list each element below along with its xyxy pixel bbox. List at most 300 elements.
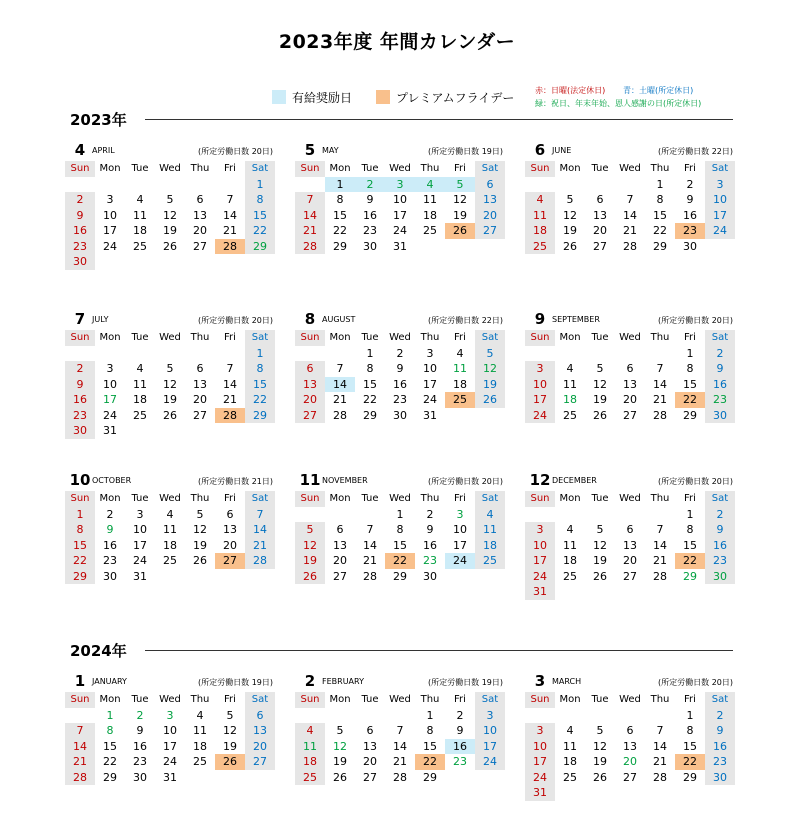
month-name: MARCH	[552, 677, 582, 686]
day-cell: 5	[166, 193, 174, 206]
weekday-fri: Fri	[684, 493, 696, 504]
day-cell: 13	[475, 192, 505, 208]
day-cell: 26	[475, 392, 505, 408]
empty-cell	[415, 239, 445, 255]
empty-cell	[155, 254, 185, 270]
day-cell: 21	[653, 755, 667, 768]
day-cell: 20	[363, 755, 377, 768]
day-cell: 18	[163, 538, 177, 552]
empty-cell	[215, 177, 245, 193]
day-cell: 16	[705, 739, 735, 755]
day-cell: 3	[385, 177, 415, 193]
empty-cell	[125, 177, 155, 193]
empty-cell	[125, 346, 155, 362]
working-days: (所定労働日数 19日)	[428, 147, 503, 156]
day-cell: 2	[106, 507, 114, 521]
day-cell: 16	[423, 538, 437, 552]
day-cell: 27	[623, 770, 637, 784]
month-name: OCTOBER	[92, 476, 132, 485]
day-cell: 23	[705, 754, 735, 770]
day-cell: 29	[683, 408, 697, 422]
day-cell: 25	[423, 224, 437, 237]
day-cell: 8	[656, 193, 664, 206]
weekday-wed: Wed	[619, 694, 641, 705]
month-days-grid	[65, 330, 275, 439]
day-cell: 7	[295, 192, 325, 208]
day-cell: 5	[336, 724, 344, 737]
empty-cell	[585, 507, 615, 523]
day-cell: 29	[653, 239, 667, 253]
day-cell: 3	[705, 177, 735, 193]
day-cell: 8	[65, 522, 95, 538]
day-cell: 16	[65, 392, 95, 408]
day-cell: 21	[295, 223, 325, 239]
day-cell: 2	[65, 192, 95, 208]
day-cell: 11	[563, 377, 577, 391]
day-cell: 27	[593, 239, 607, 253]
weekday-fri: Fri	[684, 332, 696, 343]
empty-cell	[65, 708, 95, 724]
day-cell: 12	[593, 377, 607, 391]
day-cell: 14	[393, 739, 407, 753]
day-cell: 20	[193, 224, 207, 237]
day-cell: 4	[566, 724, 574, 737]
weekday-wed: Wed	[389, 493, 411, 504]
day-cell: 6	[336, 523, 344, 536]
day-cell: 23	[393, 393, 407, 406]
month-days-grid	[525, 692, 735, 801]
day-cell: 29	[65, 569, 95, 585]
year-divider-2024	[145, 650, 733, 651]
weekday-wed: Wed	[389, 694, 411, 705]
day-cell: 21	[393, 755, 407, 768]
weekday-thu: Thu	[650, 163, 670, 174]
weekday-sun: Sun	[525, 692, 555, 708]
day-cell: 30	[683, 239, 697, 253]
day-cell: 14	[295, 208, 325, 224]
day-cell: 29	[245, 408, 275, 424]
weekday-sun: Sun	[65, 491, 95, 507]
weekday-tue: Tue	[361, 493, 379, 504]
empty-cell	[185, 569, 215, 585]
day-cell: 2	[705, 346, 735, 362]
weekday-wed: Wed	[159, 493, 181, 504]
day-cell: 12	[333, 739, 347, 753]
day-cell: 27	[333, 569, 347, 583]
day-cell: 31	[103, 424, 117, 437]
empty-cell	[185, 770, 215, 786]
empty-cell	[645, 346, 675, 362]
empty-cell	[615, 584, 645, 600]
day-cell: 31	[525, 584, 555, 600]
weekday-sun: Sun	[295, 491, 325, 507]
empty-cell	[705, 584, 735, 600]
weekday-tue: Tue	[591, 694, 609, 705]
working-days: (所定労働日数 22日)	[658, 147, 733, 156]
weekday-fri: Fri	[684, 163, 696, 174]
day-cell: 1	[245, 346, 275, 362]
empty-cell	[95, 254, 125, 270]
empty-cell	[585, 584, 615, 600]
day-cell: 24	[103, 408, 117, 422]
empty-cell	[295, 346, 325, 362]
day-cell: 4	[415, 177, 445, 193]
day-cell: 21	[623, 224, 637, 237]
day-cell: 22	[245, 392, 275, 408]
day-cell: 6	[295, 361, 325, 377]
day-cell: 8	[106, 724, 114, 737]
day-cell: 23	[705, 392, 735, 408]
day-cell: 6	[626, 724, 634, 737]
day-cell: 19	[163, 393, 177, 406]
day-cell: 17	[393, 208, 407, 222]
day-cell: 9	[705, 522, 735, 538]
empty-cell	[155, 177, 185, 193]
day-cell: 1	[106, 708, 114, 722]
day-cell: 28	[653, 408, 667, 422]
weekday-sun: Sun	[65, 692, 95, 708]
day-cell: 21	[223, 393, 237, 406]
month-number: 8	[304, 310, 316, 328]
month-number: 12	[529, 471, 551, 489]
day-cell: 20	[245, 739, 275, 755]
weekday-sat: Sat	[705, 330, 735, 346]
day-cell: 8	[396, 523, 404, 536]
day-cell: 3	[525, 723, 555, 739]
empty-cell	[445, 239, 475, 255]
day-cell: 16	[705, 538, 735, 554]
day-cell: 26	[593, 569, 607, 583]
empty-cell	[245, 423, 275, 439]
day-cell: 5	[596, 362, 604, 375]
month-days-grid	[295, 692, 505, 785]
day-cell: 2	[705, 507, 735, 523]
weekday-sun: Sun	[295, 161, 325, 177]
weekday-sat: Sat	[475, 330, 505, 346]
month-number: 10	[69, 471, 91, 489]
month-august	[295, 310, 503, 460]
day-cell: 22	[675, 392, 705, 408]
weekday-sat: Sat	[245, 161, 275, 177]
day-cell: 4	[566, 362, 574, 375]
day-cell: 6	[475, 177, 505, 193]
day-cell: 23	[423, 554, 437, 567]
empty-cell	[215, 569, 245, 585]
empty-cell	[615, 708, 645, 724]
day-cell: 19	[193, 538, 207, 552]
day-cell: 20	[193, 393, 207, 406]
day-cell: 22	[103, 755, 117, 768]
day-cell: 14	[623, 208, 637, 222]
weekday-sat: Sat	[475, 491, 505, 507]
working-days: (所定労働日数 20日)	[658, 316, 733, 325]
day-cell: 15	[363, 377, 377, 391]
day-cell: 11	[563, 538, 577, 552]
working-days: (所定労働日数 20日)	[428, 477, 503, 486]
day-cell: 5	[295, 522, 325, 538]
empty-cell	[385, 708, 415, 724]
empty-cell	[585, 177, 615, 193]
day-cell: 9	[65, 377, 95, 393]
day-cell: 2	[705, 708, 735, 724]
empty-cell	[615, 507, 645, 523]
month-february	[295, 672, 503, 822]
day-cell: 5	[226, 708, 234, 722]
month-april	[65, 141, 273, 291]
weekday-mon: Mon	[559, 332, 581, 343]
empty-cell	[215, 254, 245, 270]
note-sunday: 赤：日曜(法定休日)	[535, 86, 606, 95]
day-cell: 22	[415, 754, 445, 770]
day-cell: 30	[705, 408, 735, 424]
day-cell: 4	[196, 708, 204, 722]
day-cell: 27	[623, 408, 637, 422]
day-cell: 12	[295, 538, 325, 554]
month-days-grid	[65, 692, 275, 785]
month-days-grid	[65, 491, 275, 584]
day-cell: 25	[525, 239, 555, 255]
day-cell: 7	[656, 523, 664, 536]
premium-swatch	[376, 90, 390, 104]
day-cell: 27	[193, 408, 207, 422]
day-cell: 30	[363, 239, 377, 253]
day-cell: 1	[366, 346, 374, 360]
day-cell: 1	[656, 177, 664, 191]
day-cell: 13	[593, 208, 607, 222]
day-cell: 17	[705, 208, 735, 224]
empty-cell	[525, 346, 555, 362]
empty-cell	[355, 708, 385, 724]
day-cell: 3	[525, 361, 555, 377]
day-cell: 19	[593, 554, 607, 567]
empty-cell	[185, 254, 215, 270]
month-september	[525, 310, 733, 460]
empty-cell	[555, 785, 585, 801]
month-june	[525, 141, 733, 291]
day-cell: 13	[623, 538, 637, 552]
weekday-tue: Tue	[131, 332, 149, 343]
paid-label: 有給奨励日	[292, 91, 353, 105]
day-cell: 9	[705, 723, 735, 739]
weekday-thu: Thu	[650, 493, 670, 504]
day-cell: 23	[675, 223, 705, 239]
day-cell: 28	[363, 569, 377, 583]
empty-cell	[645, 708, 675, 724]
empty-cell	[585, 346, 615, 362]
day-cell: 18	[475, 538, 505, 554]
month-number: 11	[299, 471, 321, 489]
day-cell: 15	[423, 739, 437, 753]
day-cell: 4	[475, 507, 505, 523]
day-cell: 29	[245, 239, 275, 255]
weekday-sat: Sat	[245, 692, 275, 708]
day-cell: 30	[393, 408, 407, 422]
day-cell: 20	[593, 224, 607, 237]
day-cell: 14	[245, 522, 275, 538]
empty-cell	[185, 177, 215, 193]
day-cell: 3	[475, 708, 505, 724]
day-cell: 30	[423, 569, 437, 583]
weekday-tue: Tue	[131, 493, 149, 504]
weekday-thu: Thu	[190, 493, 210, 504]
day-cell: 28	[653, 569, 667, 583]
day-cell: 6	[366, 724, 374, 737]
day-cell: 13	[193, 377, 207, 391]
weekday-sun: Sun	[65, 330, 95, 346]
working-days: (所定労働日数 19日)	[428, 678, 503, 687]
day-cell: 9	[705, 361, 735, 377]
weekday-sun: Sun	[65, 161, 95, 177]
day-cell: 17	[103, 393, 117, 406]
day-cell: 26	[593, 408, 607, 422]
weekday-sat: Sat	[245, 491, 275, 507]
empty-cell	[525, 507, 555, 523]
day-cell: 27	[363, 770, 377, 784]
day-cell: 17	[163, 739, 177, 753]
day-cell: 8	[336, 193, 344, 206]
empty-cell	[475, 408, 505, 424]
day-cell: 26	[593, 770, 607, 784]
day-cell: 21	[653, 554, 667, 567]
day-cell: 17	[475, 739, 505, 755]
empty-cell	[555, 346, 585, 362]
day-cell: 20	[623, 393, 637, 406]
day-cell: 15	[683, 739, 697, 753]
day-cell: 15	[103, 739, 117, 753]
month-days-grid	[295, 330, 505, 423]
day-cell: 18	[563, 554, 577, 567]
day-cell: 4	[525, 192, 555, 208]
weekday-mon: Mon	[559, 694, 581, 705]
day-cell: 6	[626, 362, 634, 375]
empty-cell	[475, 569, 505, 585]
day-cell: 18	[525, 223, 555, 239]
day-cell: 1	[396, 507, 404, 521]
empty-cell	[615, 346, 645, 362]
day-cell: 17	[525, 553, 555, 569]
day-cell: 23	[65, 239, 95, 255]
weekday-tue: Tue	[361, 332, 379, 343]
day-cell: 28	[295, 239, 325, 255]
empty-cell	[555, 507, 585, 523]
empty-cell	[155, 569, 185, 585]
day-cell: 11	[133, 208, 147, 222]
day-cell: 10	[475, 723, 505, 739]
day-cell: 28	[215, 408, 245, 424]
month-days-grid	[525, 161, 735, 254]
working-days: (所定労働日数 20日)	[658, 477, 733, 486]
day-cell: 28	[653, 770, 667, 784]
day-cell: 22	[65, 553, 95, 569]
day-cell: 26	[215, 754, 245, 770]
day-cell: 3	[106, 193, 114, 206]
weekday-tue: Tue	[361, 163, 379, 174]
day-cell: 27	[623, 569, 637, 583]
empty-cell	[645, 584, 675, 600]
day-cell: 11	[453, 362, 467, 375]
month-days-grid	[65, 161, 275, 270]
weekday-thu: Thu	[190, 163, 210, 174]
working-days: (所定労働日数 20日)	[198, 147, 273, 156]
day-cell: 10	[103, 208, 117, 222]
weekday-thu: Thu	[190, 332, 210, 343]
day-cell: 4	[456, 346, 464, 360]
month-may	[295, 141, 503, 291]
day-cell: 14	[363, 538, 377, 552]
weekday-mon: Mon	[559, 493, 581, 504]
weekday-sun: Sun	[525, 491, 555, 507]
day-cell: 9	[426, 523, 434, 536]
day-cell: 19	[593, 393, 607, 406]
empty-cell	[215, 346, 245, 362]
note-holiday: 緑：祝日、年末年始、恩人感謝の日(所定休日)	[535, 99, 702, 108]
month-march	[525, 672, 733, 822]
weekday-tue: Tue	[131, 163, 149, 174]
day-cell: 31	[163, 770, 177, 784]
month-name: APRIL	[92, 146, 115, 155]
day-cell: 7	[65, 723, 95, 739]
day-cell: 22	[675, 553, 705, 569]
empty-cell	[155, 346, 185, 362]
day-cell: 26	[163, 239, 177, 253]
day-cell: 30	[103, 569, 117, 583]
day-cell: 11	[525, 208, 555, 224]
day-cell: 29	[393, 569, 407, 583]
day-cell: 6	[226, 507, 234, 521]
day-cell: 23	[705, 553, 735, 569]
day-cell: 25	[563, 569, 577, 583]
day-cell: 12	[563, 208, 577, 222]
day-cell: 6	[196, 362, 204, 375]
day-cell: 30	[705, 770, 735, 786]
day-cell: 3	[106, 362, 114, 375]
day-cell: 8	[245, 192, 275, 208]
weekday-sat: Sat	[705, 161, 735, 177]
weekday-wed: Wed	[389, 163, 411, 174]
empty-cell	[355, 507, 385, 523]
weekday-wed: Wed	[159, 163, 181, 174]
day-cell: 9	[106, 523, 114, 536]
day-cell: 12	[453, 193, 467, 206]
day-cell: 29	[333, 239, 347, 253]
day-cell: 30	[65, 423, 95, 439]
working-days: (所定労働日数 19日)	[198, 678, 273, 687]
weekday-wed: Wed	[159, 694, 181, 705]
day-cell: 8	[686, 362, 694, 375]
weekday-tue: Tue	[591, 493, 609, 504]
day-cell: 30	[65, 254, 95, 270]
day-cell: 4	[136, 362, 144, 375]
day-cell: 5	[196, 507, 204, 521]
day-cell: 13	[363, 739, 377, 753]
weekday-fri: Fri	[454, 493, 466, 504]
day-cell: 4	[295, 723, 325, 739]
day-cell: 28	[245, 553, 275, 569]
day-cell: 16	[363, 208, 377, 222]
weekday-thu: Thu	[420, 694, 440, 705]
empty-cell	[445, 408, 475, 424]
weekday-fri: Fri	[224, 493, 236, 504]
day-cell: 5	[566, 193, 574, 206]
day-cell: 13	[193, 208, 207, 222]
year-heading-2024: 2024年	[70, 642, 127, 660]
weekday-wed: Wed	[619, 493, 641, 504]
day-cell: 11	[295, 739, 325, 755]
day-cell: 1	[686, 507, 694, 521]
day-cell: 6	[626, 523, 634, 536]
day-cell: 14	[653, 739, 667, 753]
day-cell: 25	[133, 239, 147, 253]
